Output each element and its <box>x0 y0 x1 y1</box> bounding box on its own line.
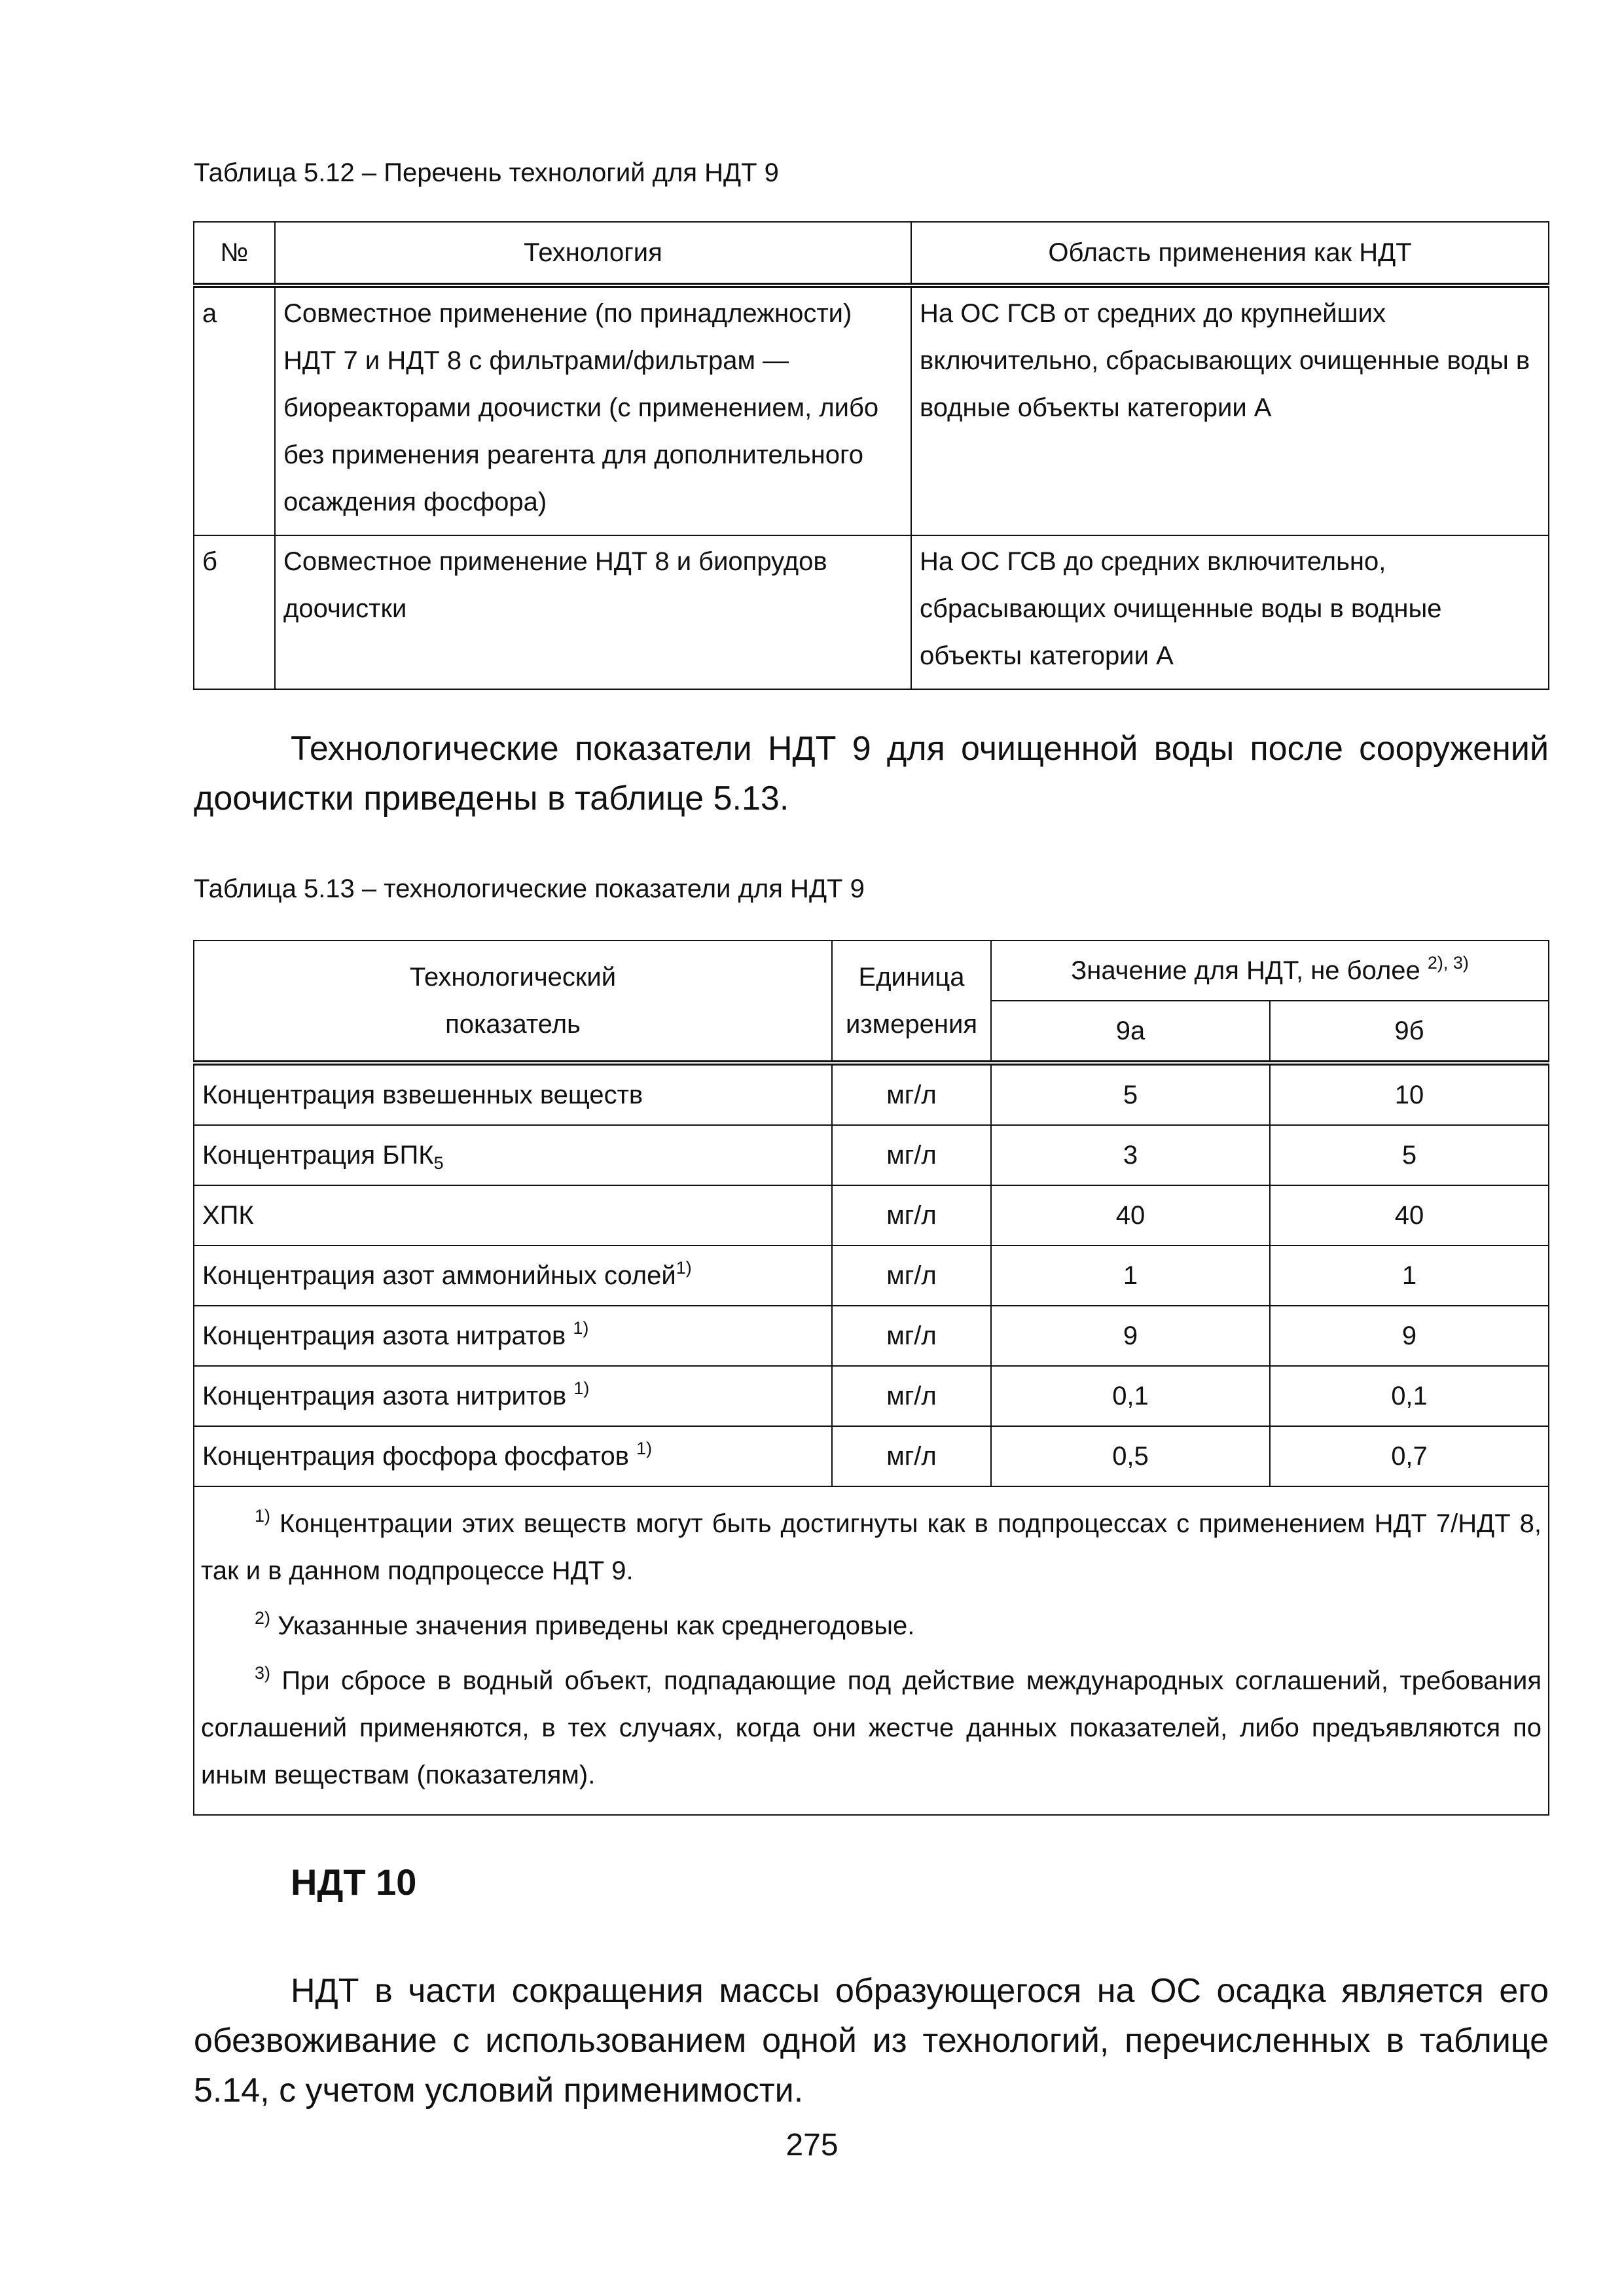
table-row <box>194 1246 1549 1306</box>
row-unit: мг/л <box>832 1426 991 1486</box>
row-parameter <box>194 1125 832 1185</box>
row-parameter <box>194 1063 832 1125</box>
footnote-mark: 3) <box>255 1663 271 1683</box>
row-parameter-name: ХПК <box>202 1200 254 1230</box>
table-5-12 <box>193 221 1549 690</box>
header-unit <box>832 941 991 1063</box>
row-value-9a: 9 <box>991 1306 1270 1366</box>
table-header-row <box>194 222 1549 285</box>
row-parameter-name: Концентрация азота нитритов <box>202 1381 574 1410</box>
row-parameter-name: Концентрация азот аммонийных солей <box>202 1261 676 1290</box>
row-value-9b: 10 <box>1270 1063 1549 1125</box>
section-heading: НДТ 10 <box>291 1861 417 1903</box>
row-parameter-name: Концентрация БПК <box>202 1140 434 1170</box>
header-9b: 9б <box>1270 1001 1549 1063</box>
table-row <box>194 1426 1549 1486</box>
row-value-9a: 0,5 <box>991 1426 1270 1486</box>
row-technology: Совместное применение (по принадлежности) НДТ 7 и НДТ 8 с фильтрами/фильтрам — биореакторами доочистки (с применением, либо без применения реагента для дополнительного осаждения фосфора) <box>275 285 911 535</box>
header-parameter-text: Технологический показатель <box>409 963 617 1039</box>
row-parameter <box>194 1426 832 1486</box>
row-value-9a: 5 <box>991 1063 1270 1125</box>
footnote-mark: 1) <box>255 1506 271 1526</box>
table-row <box>194 1306 1549 1366</box>
table-header-row <box>194 941 1549 1001</box>
row-value-9b: 0,7 <box>1270 1426 1549 1486</box>
row-parameter <box>194 1306 832 1366</box>
header-number: № <box>194 222 275 285</box>
header-value-footnote-mark: 2), 3) <box>1427 953 1469 973</box>
row-unit: мг/л <box>832 1125 991 1185</box>
header-value-text: Значение для НДТ, не более <box>1071 956 1420 985</box>
row-value-9a: 1 <box>991 1246 1270 1306</box>
row-unit: мг/л <box>832 1366 991 1426</box>
row-value-9a: 3 <box>991 1125 1270 1185</box>
table-row <box>194 285 1549 535</box>
header-parameter <box>194 941 832 1063</box>
row-parameter-name: Концентрация фосфора фосфатов <box>202 1441 637 1471</box>
footnote-2 <box>201 1602 1542 1649</box>
table-5-13 <box>193 940 1549 1816</box>
row-unit: мг/л <box>832 1306 991 1366</box>
row-value-9a: 40 <box>991 1185 1270 1246</box>
table-row <box>194 1063 1549 1125</box>
table-footnotes-row <box>194 1486 1549 1815</box>
table-5-12-caption: Таблица 5.12 – Перечень технологий для НДТ 9 <box>194 158 779 187</box>
row-parameter-footnote-mark: 1) <box>573 1378 590 1398</box>
row-application-area: На ОС ГСВ до средних включительно, сбрасывающих очищенные воды в водные объекты категории А <box>911 535 1549 689</box>
table-row <box>194 1366 1549 1426</box>
row-parameter-footnote-mark: 1) <box>676 1257 692 1278</box>
header-application-area: Область применения как НДТ <box>911 222 1549 285</box>
row-unit: мг/л <box>832 1063 991 1125</box>
row-number: б <box>194 535 275 689</box>
row-parameter-footnote-mark: 1) <box>573 1318 589 1338</box>
row-parameter <box>194 1366 832 1426</box>
header-value <box>991 941 1549 1001</box>
body-paragraph-1: Технологические показатели НДТ 9 для очищенной воды после сооружений доочистки приведены в таблице 5.13. <box>194 730 1549 817</box>
row-parameter-name: Концентрация азота нитратов <box>202 1321 573 1350</box>
table-5-13-caption: Таблица 5.13 – технологические показатели для НДТ 9 <box>194 874 865 903</box>
row-value-9b: 1 <box>1270 1246 1549 1306</box>
row-parameter-subscript: 5 <box>433 1153 444 1173</box>
row-value-9b: 40 <box>1270 1185 1549 1246</box>
row-unit: мг/л <box>832 1246 991 1306</box>
row-parameter-footnote-mark: 1) <box>636 1438 653 1458</box>
row-number: а <box>194 285 275 535</box>
footnote-text: Концентрации этих веществ могут быть достигнуты как в подпроцессах с применением НДТ 7/НДТ 8, так и в данном подпроцессе НДТ 9. <box>201 1509 1542 1585</box>
row-value-9b: 0,1 <box>1270 1366 1549 1426</box>
header-technology: Технология <box>275 222 911 285</box>
table-footnotes <box>194 1486 1549 1815</box>
row-application-area: На ОС ГСВ от средних до крупнейших включительно, сбрасывающих очищенные воды в водные объекты категории А <box>911 285 1549 535</box>
row-parameter-name: Концентрация взвешенных веществ <box>202 1080 643 1109</box>
table-row <box>194 1185 1549 1246</box>
footnote-1 <box>201 1500 1542 1594</box>
page-number: 275 <box>785 2128 839 2162</box>
footnote-text: Указанные значения приведены как среднегодовые. <box>270 1611 915 1640</box>
footnote-3 <box>201 1657 1542 1799</box>
row-parameter <box>194 1185 832 1246</box>
row-unit: мг/л <box>832 1185 991 1246</box>
row-parameter <box>194 1246 832 1306</box>
row-value-9a: 0,1 <box>991 1366 1270 1426</box>
header-unit-text: Единица измерения <box>845 963 977 1039</box>
body-paragraph-2: НДТ в части сокращения массы образующегося на ОС осадка является его обезвоживание с использованием одной из технологий, перечисленных в таблице 5.14, с учетом условий применимости. <box>194 1972 1549 2109</box>
row-technology: Совместное применение НДТ 8 и биопрудов доочистки <box>275 535 911 689</box>
footnote-mark: 2) <box>255 1608 271 1628</box>
row-value-9b: 9 <box>1270 1306 1549 1366</box>
footnote-text: При сбросе в водный объект, подпадающие под действие международных соглашений, требования соглашений применяются, в тех случаях, когда они жестче данных показателей, либо предъявляются по иным веществам (показателям). <box>201 1666 1542 1789</box>
table-row <box>194 1125 1549 1185</box>
row-value-9b: 5 <box>1270 1125 1549 1185</box>
header-9a: 9а <box>991 1001 1270 1063</box>
table-row <box>194 535 1549 689</box>
